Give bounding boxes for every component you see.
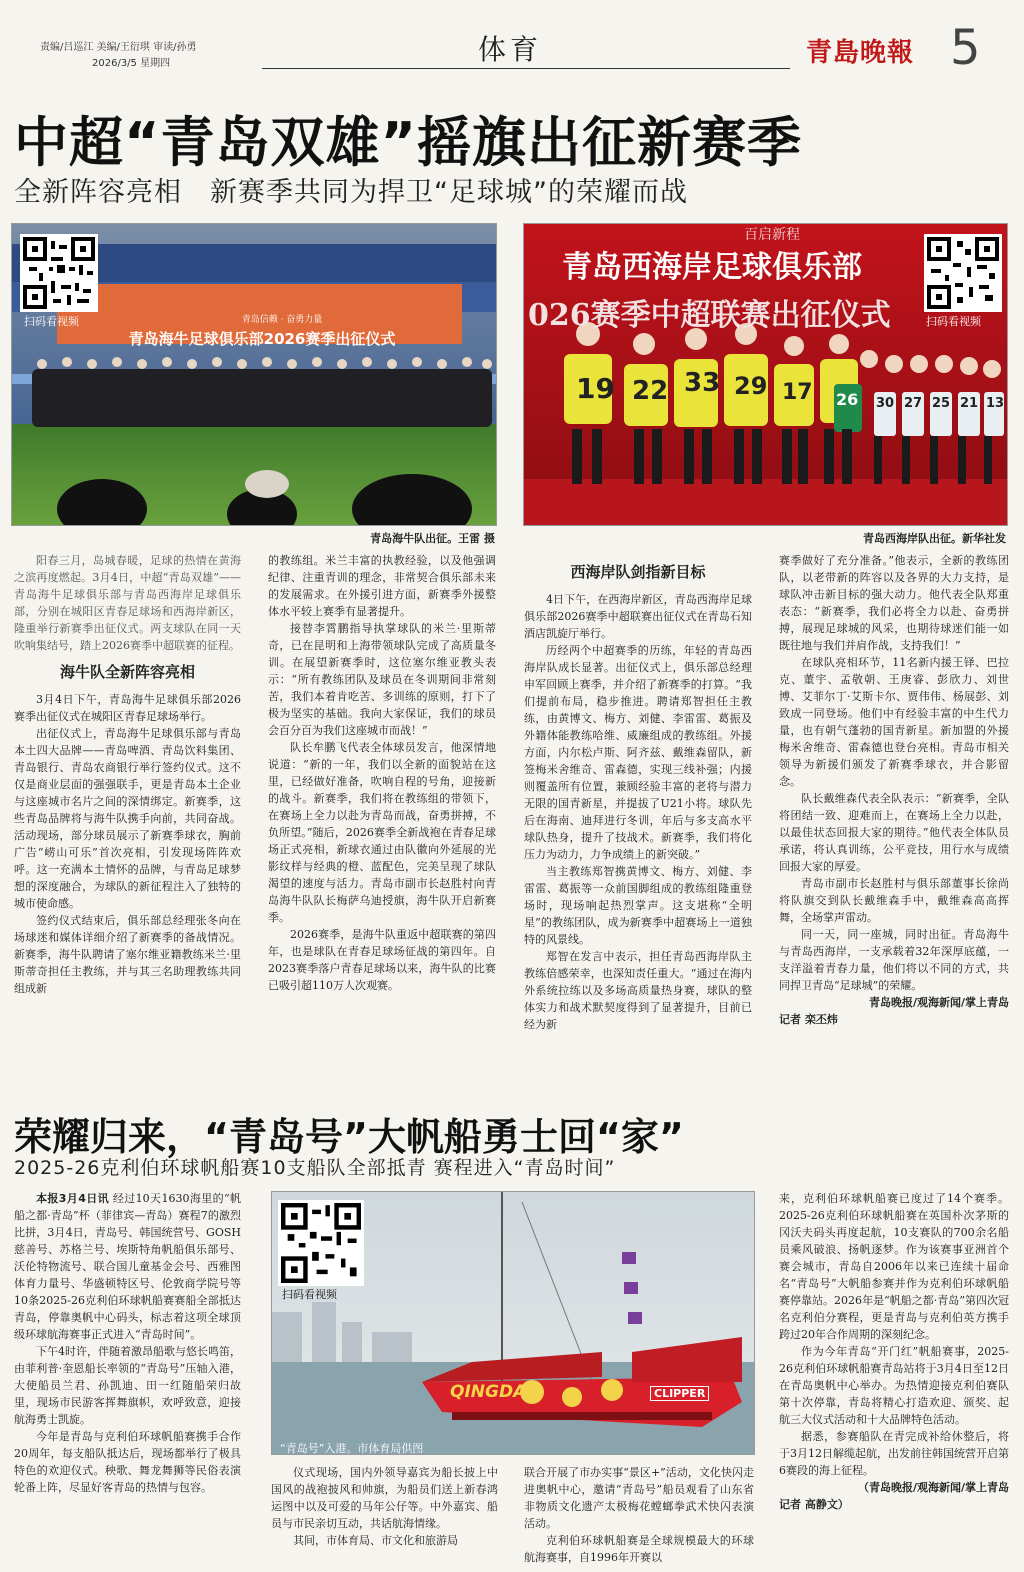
jersey-number: 22 bbox=[632, 376, 669, 406]
story2-headline: 荣耀归来，“青岛号”大帆船勇士回“家” bbox=[14, 1115, 684, 1159]
jersey-number: 33 bbox=[684, 368, 721, 398]
qr-label-1: 扫码看视频 bbox=[24, 315, 79, 328]
story2-column-4 bbox=[779, 1190, 1009, 1568]
newspaper-logo: 青島晚報 bbox=[806, 38, 915, 68]
photo-caption-west-coast: 青岛西海岸队出征。新华社发 bbox=[863, 532, 1006, 545]
masthead-editors bbox=[40, 40, 270, 72]
qr-label-2: 扫码看视频 bbox=[926, 315, 981, 328]
qr-code-video-1[interactable] bbox=[20, 234, 98, 312]
wc-banner: 青岛西海岸足球俱乐部 bbox=[562, 250, 862, 285]
story2-subhead: 2025-26克利伯环球帆船赛10支船队全部抵青 赛程进入“青岛时间” bbox=[14, 1157, 616, 1179]
paragraph: 经过10天1630海里的“帆船之都·青岛”杯（菲律宾—青岛）赛程7的激烈比拼，3月4日，青岛号、韩国统营号、GOSH慈善号、苏格兰号、埃斯特角帆船俱乐部号、沃伦特物流号、联合国儿童基金会号、西雅图体育力量号、华盛顿特区号、伦敦商学院号等10条2025-26克利伯环球帆船赛赛船全部抵达青岛，停靠奥帆中心码头，标志着这项全球顶级环球航海赛事正式进入“青岛时间”。 bbox=[14, 1192, 241, 1341]
story2-column-1 bbox=[14, 1190, 241, 1568]
jersey-number: 27 bbox=[904, 396, 923, 411]
paragraph: 青岛市副市长赵胜村与俱乐部董事长徐尚将队旗交到队长戴维森手中，戴维森高高挥舞，全场掌声雷动。 bbox=[779, 877, 1009, 924]
paragraph: 赛季做好了充分准备。”他表示，全新的教练团队，以老带新的阵容以及各界的大力支持，是球队冲击新目标的强大动力。他代表全队郑重表态：“新赛季，我们必将全力以赴、奋勇拼搏，展现足球城的风采，也期待球迷们能一如既往地与我们并肩作战，支持我们！” bbox=[779, 554, 1009, 652]
dateline: 本报3月4日讯 bbox=[36, 1192, 110, 1205]
paragraph: 仪式现场，国内外领导嘉宾为船长披上中国风的战袍披风和帅旗，为船员们送上新春鸿运图中以及可爱的马年公仔等。中外嘉宾、船员与市民亲切互动，共话航海情缘。 bbox=[271, 1466, 498, 1530]
hainiu-banner-top: 青岛信赖 · 奋勇力量 bbox=[241, 315, 323, 325]
jersey-number: 26 bbox=[836, 390, 859, 409]
paragraph: 克利伯环球帆船赛是全球规模最大的环球航海赛事，自1996年开赛以 bbox=[524, 1534, 754, 1564]
story1-column-3 bbox=[524, 560, 752, 1092]
jersey-number: 13 bbox=[986, 396, 1005, 411]
byline-reporter-2: 记者 高静文） bbox=[779, 1498, 849, 1511]
wc-banner-2: 026赛季中超联赛出征仪式 bbox=[528, 298, 891, 333]
issue-date: 2026/3/5 星期四 bbox=[92, 58, 171, 69]
paragraph: 出征仪式上，青岛海牛足球俱乐部与青岛本土四大品牌——青岛啤酒、青岛饮料集团、青岛银行、青岛农商银行举行签约仪式。这不仅是商业层面的强强联手，更是青岛本土企业与这座城市名片之间的深情绑定。新赛季，这些青岛品牌将与海牛队携手向前，共同奋战。活动现场，部分球员展示了新赛季球衣，胸前广告“崂山可乐”首次亮相，引发现场阵阵欢呼。这一充满本土情怀的品牌，与青岛足球梦想的深度融合，为球队的新征程注入了独特的城市使命感。 bbox=[14, 727, 241, 910]
paragraph: 同一天，同一座城，同时出征。青岛海牛与青岛西海岸，一支承载着32年深厚底蕴，一支洋溢着青春力量，他们将以不同的方式，共同捍卫青岛“足球城”的荣耀。 bbox=[779, 928, 1009, 992]
page-number: 5 bbox=[950, 20, 981, 76]
paragraph: 历经两个中超赛季的历练，年轻的青岛西海岸队成长显著。出征仪式上，俱乐部总经理申军回顾上赛季，并介绍了新赛季的打算。“我们提前布局，稳步推进。聘请郑智担任主教练，由黄博文、梅方、刘健、李雷雷、葛振及外籍体能教练哈维、威廉组成的教练组。外援方面，内尔松卢斯、阿齐兹、戴维森留队，新签梅米舍维奇、雷森德，实现三线补强；内援则覆盖所有位置，兼顾经验丰富的老将与潜力无限的国青新星，并提拔了U21小将。球队先后在海南、迪拜进行冬训，年后与多支高水平球队热身，提升了技战术。新赛季，我们将化压力为动力，力争成绩上的新突破。” bbox=[524, 644, 752, 861]
paragraph: 当主教练郑智携黄博文、梅方、刘健、李雷雷、葛振等一众前国脚组成的教练组隆重登场时，现场响起热烈掌声。这支堪称“全明星”的教练团队，成为新赛季中超赛场上一道独特的风景线。 bbox=[524, 865, 752, 946]
photo-hainiu-ceremony bbox=[11, 223, 497, 526]
qr-code-video-2[interactable] bbox=[924, 234, 1002, 312]
section-title: 体育 bbox=[478, 33, 543, 66]
jersey-number: 21 bbox=[960, 396, 979, 411]
paragraph: 其间，市体育局、市文化和旅游局 bbox=[293, 1534, 458, 1547]
qr-label-3: 扫码看视频 bbox=[282, 1288, 337, 1301]
paragraph: 郑智在发言中表示，担任青岛西海岸队主教练倍感荣幸，也深知责任重大。“通过在海内外系统拉练以及多场高质量热身赛，球队的整体实力和战术默契度得到了显著提升，目前已经为新 bbox=[524, 950, 752, 1031]
paragraph: 作为今年青岛“开门红”帆船赛事，2025-26克利伯环球帆船赛青岛站将于3月4日至12日在青岛奥帆中心举办。为热情迎接克利伯赛队第十次停靠，青岛将精心打造欢迎、颁奖、起航三大仪式活动和十大品牌特色活动。 bbox=[779, 1345, 1009, 1426]
paragraph: 的教练组。米兰丰富的执教经验，以及他强调纪律、注重青训的理念，非常契合俱乐部未来的发展需求。在外援引进方面，新赛季外援整体水平较上赛季有显著提升。 bbox=[268, 554, 496, 618]
story1-lead: 阳春三月，岛城春暖，足球的热情在黄海之滨再度燃起。3月4日，中超“青岛双雄”——青岛海牛足球俱乐部与青岛西海岸足球俱乐部，分别在城阳区青春足球场和西海岸新区，隆重举行新赛季出征仪式。两支球队在同一天吹响集结号，踏上2026赛季中超联赛的征程。 bbox=[14, 554, 241, 652]
wc-banner-top: 百启新程 bbox=[744, 227, 800, 243]
story1-column-1 bbox=[14, 552, 241, 1092]
paragraph: 3月4日下午，青岛海牛足球俱乐部2026赛季出征仪式在城阳区青春足球场举行。 bbox=[14, 693, 241, 723]
sponsor-lettering: CLIPPER bbox=[650, 1386, 709, 1401]
photo-caption-hainiu: 青岛海牛队出征。王雷 摄 bbox=[370, 532, 495, 545]
jersey-number: 25 bbox=[932, 396, 951, 411]
paragraph: 今年是青岛与克利伯环球帆船赛携手合作20周年，每支船队抵达后，现场都举行了极具特色的欢迎仪式。秧歌、舞龙舞狮等民俗表演轮番上阵，尽显好客青岛的热情与包容。 bbox=[14, 1430, 241, 1494]
qr-code-video-3[interactable] bbox=[278, 1200, 364, 1286]
editor-credits: 责编/吕巡江 美编/王衍琪 审读/孙勇 bbox=[40, 42, 197, 53]
jersey-number: 29 bbox=[734, 372, 768, 400]
jersey-number: 30 bbox=[876, 396, 895, 411]
paragraph: 来，克利伯环球帆船赛已度过了14个赛季。2025-26克利伯环球帆船赛在英国朴次茅斯的冈沃夫码头再度起航，10支赛队的700余名船员乘风破浪、扬帆逐梦。作为该赛事亚洲首个赛会城市，青岛自2006年以来已连续十届命名“青岛号”大帆船参赛并作为克利伯环球帆船赛停靠站。2026年是“帆船之都·青岛”第四次冠名克利伯分赛程，更是青岛与克利伯英方携手跨过20年合作周期的深刻纪念。 bbox=[779, 1192, 1009, 1341]
paragraph: 4日下午，在西海岸新区，青岛西海岸足球俱乐部2026赛季中超联赛出征仪式在青岛石知酒店凯旋厅举行。 bbox=[524, 593, 752, 640]
paragraph: 接替李霄鹏指导执掌球队的米兰·里斯蒂奇，已在昆明和上海带领球队完成了高质量冬训。在展望新赛季时，这位塞尔维亚教头表示：“所有教练团队及球员在冬训期间非常刻苦，我们本着肯吃苦、多训练的原则，打下了极为坚实的基础。我向大家保证，我们的球员会百分百为我们这座城市而战！” bbox=[268, 622, 496, 737]
paragraph: 队长戴维森代表全队表示：“新赛季，全队将团结一致、迎难而上，在赛场上全力以赴，以最佳状态回报大家的期待。”他代表全体队员承诺，将认真训练，公平竞技，用行水与成绩回报大家的厚爱。 bbox=[779, 792, 1009, 873]
paragraph: 2026赛季，是海牛队重返中超联赛的第四年，也是球队在青春足球场征战的第四年。自2023赛季落户青春足球场以来，海牛队的比赛已吸引超110万人次观赛。 bbox=[268, 928, 496, 992]
jersey-numbers bbox=[564, 368, 1005, 412]
masthead-rule bbox=[262, 68, 790, 69]
story1-headline: 中超“青岛双雄”摇旗出征新赛季 bbox=[14, 111, 802, 174]
paragraph: 队长牟鹏飞代表全体球员发言，他深情地说道：“新的一年，我们以全新的面貌站在这里，已经做好准备，吹响自程的号角，迎接新的战斗。新赛季，我们将在教练组的带领下，在赛场上全力以赴为青岛而战，奋勇拼搏，不负所望。”随后，2026赛季全新战袍在青春足球场正式亮相，新球衣通过由队徽向外延展的光影纹样与经典的橙、蓝配色，完美呈现了球队渴望的速度与活力。青岛市副市长赵胜村向青岛海牛队队长梅萨乌迪授旗，海牛队开启新赛季。 bbox=[268, 741, 496, 924]
story1-subhead: 全新阵容亮相 新赛季共同为捍卫“足球城”的荣耀而战 bbox=[14, 177, 688, 208]
subhead-west-coast: 西海岸队剑指新目标 bbox=[570, 563, 706, 581]
story2-column-3 bbox=[524, 1464, 754, 1568]
byline-reporter: 记者 栾丕炜 bbox=[779, 1013, 838, 1026]
jersey-number: 19 bbox=[576, 372, 615, 405]
subhead-hainiu: 海牛队全新阵容亮相 bbox=[59, 663, 195, 681]
photo-west-coast-ceremony bbox=[523, 223, 1008, 526]
story1-column-4 bbox=[779, 552, 1009, 1092]
story2-column-2 bbox=[271, 1464, 498, 1568]
photo-qingdao-yacht bbox=[271, 1191, 755, 1455]
hull-lettering: QINGDAO bbox=[450, 1382, 541, 1402]
paragraph: 在球队亮相环节，11名新内援王铎、巴拉克、董宇、孟敬朝、王庚睿、彭欣力、刘世博、艾菲尔丁·艾斯卡尔、贾伟伟、杨展彭、刘致成一同登场。他们中有经验丰富的中生代力量，也有朝气蓬勃的国青新星。新加盟的外援梅米舍维奇、雷森德也登台亮相。青岛市相关领导为新援们颁发了新赛季球衣，并合影留念。 bbox=[779, 656, 1009, 788]
paragraph: 据悉，参赛船队在青完成补给休整后，将于3月12日解缆起航，出发前往韩国统营开启第6赛段的海上征程。 bbox=[779, 1430, 1009, 1477]
jersey-number: 17 bbox=[782, 380, 813, 405]
byline-outlet: 青岛晚报/观海新闻/掌上青岛 bbox=[868, 996, 1009, 1009]
paragraph: 下午4时许，伴随着激昂船歌与悠长鸣笛，由菲利普·奎恩船长率领的“青岛号”压轴入港，大使船员兰君、孙凯迪、田一红随船荣归故里，现场市民游客挥舞旗帜，欢呼致意，迎接航海勇士凯旋。 bbox=[14, 1345, 241, 1426]
hainiu-banner: 青岛海牛足球俱乐部2026赛季出征仪式 bbox=[128, 330, 396, 348]
story1-column-2 bbox=[268, 552, 496, 1092]
photo-caption-yacht: “青岛号”入港。市体育局供图 bbox=[280, 1442, 424, 1455]
paragraph: 联合开展了市办实事“景区+”活动，文化快闪走进奥帆中心，邀请“青岛号”船员观看了山东省非物质文化遗产太极梅花螳螂拳武术快闪表演活动。 bbox=[524, 1466, 754, 1530]
byline-outlet-2: （青岛晚报/观海新闻/掌上青岛 bbox=[857, 1481, 1009, 1494]
paragraph: 签约仪式结束后，俱乐部总经理张冬向在场球迷和媒体详细介绍了新赛季的备战情况。新赛季，海牛队聘请了塞尔维亚籍教练米兰·里斯蒂奇担任主教练，并与其三名助理教练共同组成新 bbox=[14, 914, 241, 995]
